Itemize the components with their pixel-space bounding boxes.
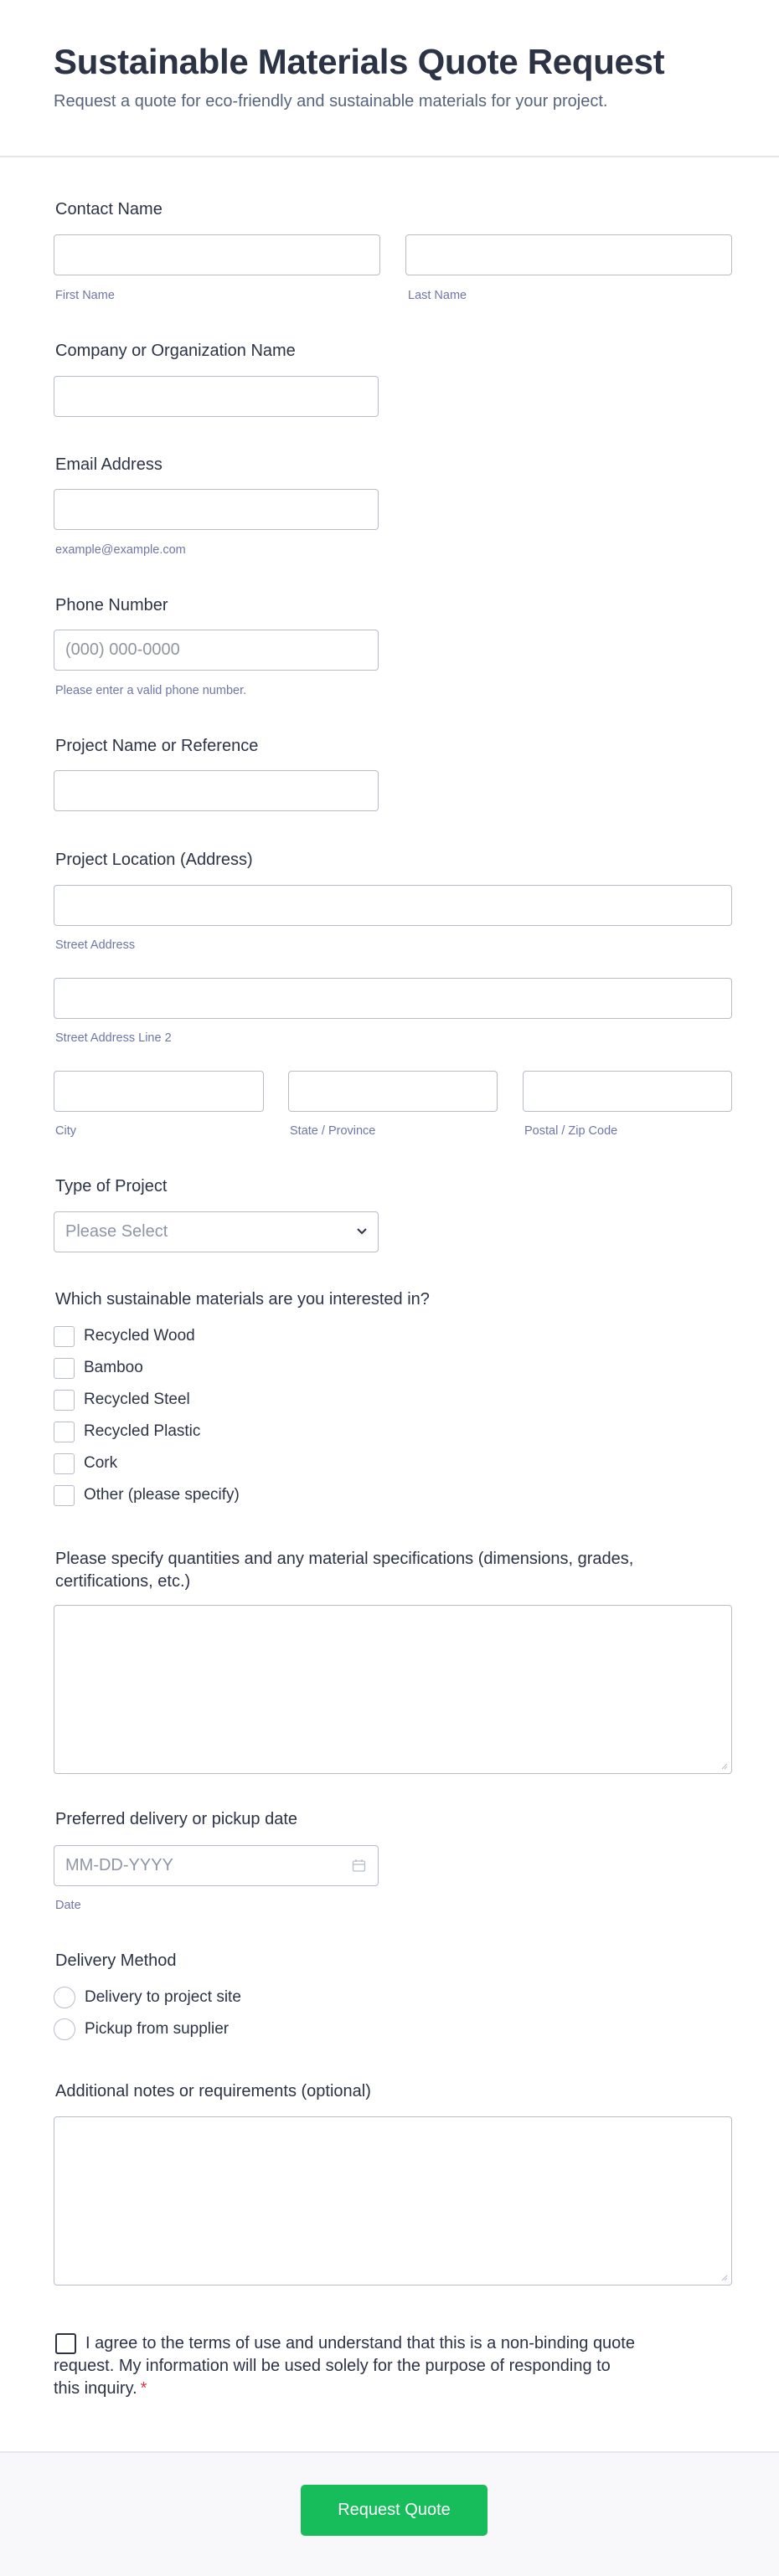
materials-label: Which sustainable materials are you interested in?	[55, 1290, 430, 1309]
project-name-label: Project Name or Reference	[55, 737, 259, 755]
material-option-label: Other (please specify)	[84, 1486, 240, 1504]
project-name-input[interactable]	[54, 770, 379, 811]
postal-code-sublabel: Postal / Zip Code	[524, 1124, 618, 1138]
contact-name-label: Contact Name	[55, 200, 163, 219]
agreement-label: I agree to the terms of use and understand that this is a non-binding quote request. My information will be used solely for the purpose of responding to this inquiry.	[54, 2334, 635, 2398]
notes-label: Additional notes or requirements (optional)	[55, 2082, 371, 2100]
date-input[interactable]	[54, 1845, 379, 1886]
checkbox[interactable]	[54, 1422, 75, 1442]
city-sublabel: City	[55, 1124, 76, 1138]
project-type-select[interactable]	[54, 1211, 379, 1252]
checkbox[interactable]	[54, 1485, 75, 1506]
calendar-icon[interactable]	[352, 1859, 366, 1873]
delivery-label: Delivery Method	[55, 1951, 177, 1970]
delivery-option[interactable]	[54, 2018, 229, 2040]
postal-code-input[interactable]	[523, 1071, 732, 1112]
material-option[interactable]	[54, 1389, 190, 1411]
material-option-label: Recycled Steel	[84, 1391, 190, 1408]
agreement-text	[54, 2332, 640, 2400]
street-address-line2-input[interactable]	[54, 978, 732, 1019]
first-name-sublabel: First Name	[55, 289, 115, 302]
checkbox[interactable]	[54, 1453, 75, 1474]
checkbox[interactable]	[54, 1358, 75, 1379]
material-option[interactable]	[54, 1484, 240, 1506]
checkbox[interactable]	[54, 1326, 75, 1347]
street-address-input[interactable]	[54, 885, 732, 926]
last-name-input[interactable]	[405, 234, 732, 275]
quantities-textarea[interactable]	[54, 1605, 732, 1774]
radio-button[interactable]	[54, 1987, 75, 2008]
form-subtitle: Request a quote for eco-friendly and sustainable materials for your project.	[54, 92, 608, 111]
material-option[interactable]	[54, 1325, 195, 1347]
date-sublabel: Date	[55, 1899, 81, 1912]
delivery-option[interactable]	[54, 1987, 241, 2008]
request-quote-button[interactable]: Request Quote	[301, 2485, 488, 2536]
form-header	[0, 0, 779, 157]
required-asterisk: *	[140, 2379, 147, 2398]
delivery-option-label: Delivery to project site	[85, 1988, 241, 2006]
email-label: Email Address	[55, 455, 163, 474]
form-footer	[0, 2451, 779, 2576]
state-input[interactable]	[288, 1071, 498, 1112]
material-option-label: Recycled Plastic	[84, 1422, 201, 1440]
material-option-label: Cork	[84, 1454, 118, 1472]
street-address-sublabel: Street Address	[55, 938, 136, 952]
project-type-placeholder: Please Select	[65, 1222, 168, 1241]
phone-sublabel: Please enter a valid phone number.	[55, 684, 247, 697]
phone-input[interactable]: (000) 000-0000	[54, 630, 379, 671]
material-option[interactable]	[54, 1357, 143, 1379]
address-label: Project Location (Address)	[55, 851, 253, 869]
quantities-label: Please specify quantities and any material specifications (dimensions, grades, certifications, etc.)	[55, 1550, 634, 1591]
material-option-label: Bamboo	[84, 1359, 143, 1376]
chevron-down-icon	[356, 1227, 368, 1236]
first-name-input[interactable]	[54, 234, 380, 275]
material-option[interactable]	[54, 1453, 117, 1474]
checkbox[interactable]	[54, 1390, 75, 1411]
notes-textarea[interactable]	[54, 2116, 732, 2285]
email-sublabel: example@example.com	[55, 543, 186, 557]
delivery-option-label: Pickup from supplier	[85, 2020, 230, 2038]
email-input[interactable]	[54, 489, 379, 530]
date-placeholder: MM-DD-YYYY	[65, 1856, 173, 1874]
material-option[interactable]	[54, 1421, 200, 1442]
last-name-sublabel: Last Name	[408, 289, 467, 302]
radio-button[interactable]	[54, 2018, 75, 2040]
street-address-line2-sublabel: Street Address Line 2	[55, 1031, 172, 1045]
project-type-label: Type of Project	[55, 1177, 168, 1195]
city-input[interactable]	[54, 1071, 264, 1112]
company-label: Company or Organization Name	[55, 342, 296, 360]
state-sublabel: State / Province	[290, 1124, 376, 1138]
resize-handle-icon[interactable]	[720, 1761, 728, 1770]
phone-label: Phone Number	[55, 596, 168, 614]
form-title: Sustainable Materials Quote Request	[54, 42, 665, 81]
company-input[interactable]	[54, 376, 379, 417]
material-option-label: Recycled Wood	[84, 1327, 195, 1345]
date-label: Preferred delivery or pickup date	[55, 1810, 298, 1828]
resize-handle-icon[interactable]	[720, 2273, 728, 2281]
